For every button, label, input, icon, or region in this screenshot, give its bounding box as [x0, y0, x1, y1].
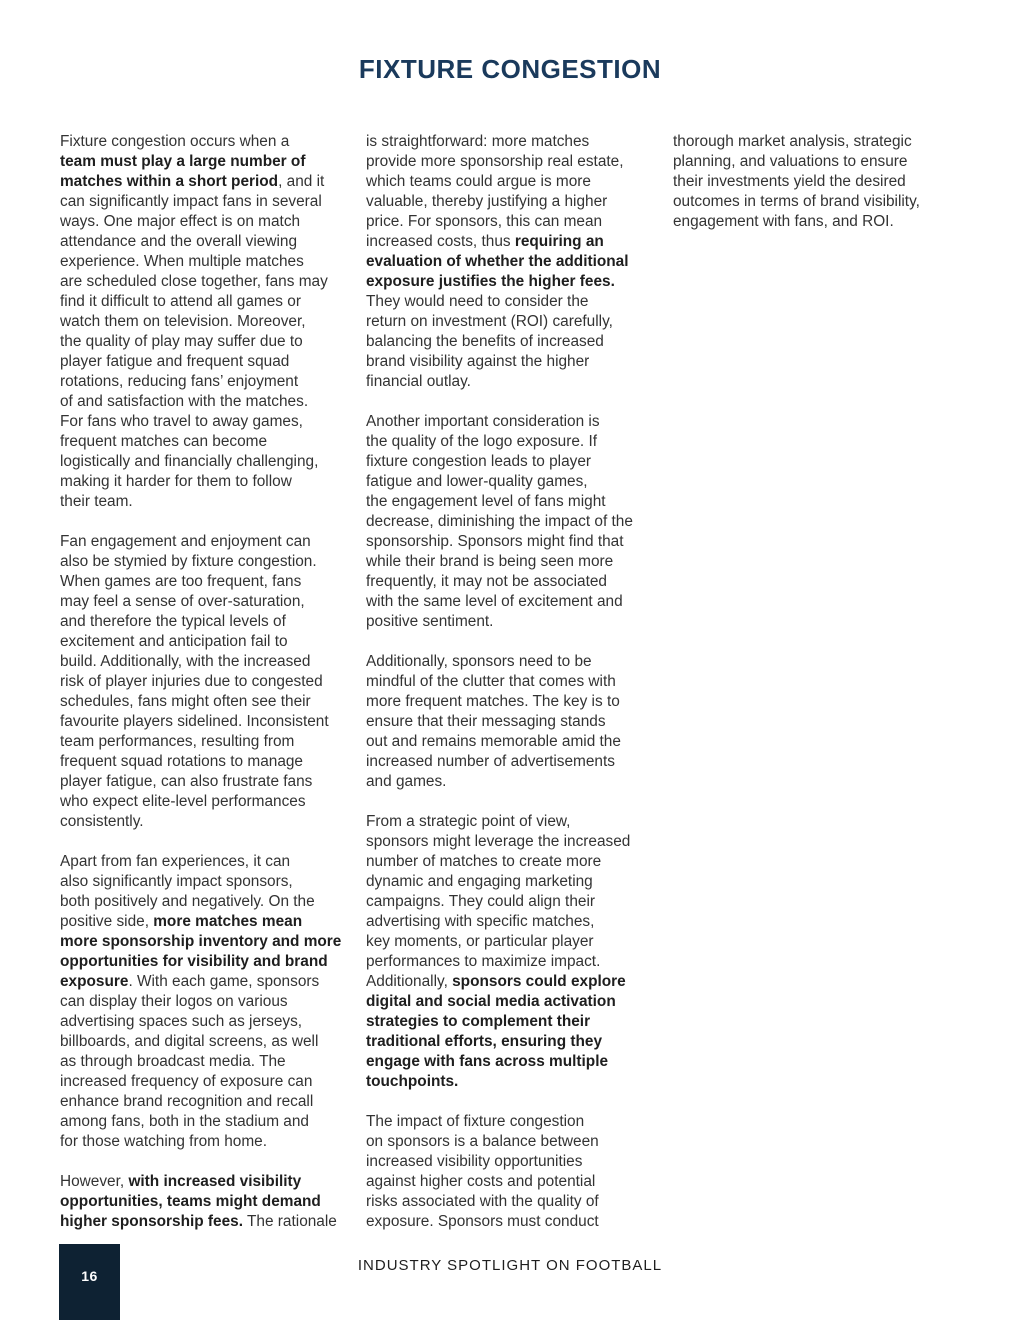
- paragraph-gap: [366, 1092, 660, 1112]
- text-run: as through broadcast media. The: [60, 1053, 286, 1070]
- bold-text-run: sponsors could explore: [452, 973, 626, 990]
- text-run: both positively and negatively. On the: [60, 893, 315, 910]
- bold-text-run: touchpoints.: [366, 1073, 459, 1090]
- text-line: [60, 172, 352, 192]
- text-run: dynamic and engaging marketing: [366, 873, 593, 890]
- text-line: [366, 612, 660, 632]
- text-run: decrease, diminishing the impact of the: [366, 513, 633, 530]
- text-line: [60, 952, 352, 972]
- text-run: campaigns. They could align their: [366, 893, 595, 910]
- text-run: which teams could argue is more: [366, 173, 591, 190]
- text-run: player fatigue and frequent squad: [60, 353, 290, 370]
- text-run: can display their logos on various: [60, 993, 288, 1010]
- text-line: [366, 1112, 660, 1132]
- paragraph-gap: [366, 632, 660, 652]
- text-run: increased costs, thus: [366, 233, 515, 250]
- text-run: the engagement level of fans might: [366, 493, 606, 510]
- text-run: . With each game, sponsors: [128, 973, 320, 990]
- bold-text-run: higher sponsorship fees.: [60, 1213, 244, 1230]
- text-run: their team.: [60, 493, 133, 510]
- text-line: [60, 1012, 352, 1032]
- text-line: [60, 612, 352, 632]
- bold-text-run: opportunities, teams might demand: [60, 1193, 321, 1210]
- text-run: balancing the benefits of increased: [366, 333, 604, 350]
- text-run: risks associated with the quality of: [366, 1193, 599, 1210]
- text-line: [673, 132, 963, 152]
- text-run: with the same level of excitement and: [366, 593, 623, 610]
- text-line: [366, 1212, 660, 1232]
- text-line: [366, 292, 660, 312]
- text-line: [60, 232, 352, 252]
- text-line: [60, 592, 352, 612]
- text-line: [60, 272, 352, 292]
- text-run: among fans, both in the stadium and: [60, 1113, 309, 1130]
- text-line: [60, 992, 352, 1012]
- text-line: [366, 692, 660, 712]
- text-line: [60, 732, 352, 752]
- text-line: [366, 212, 660, 232]
- text-line: [366, 912, 660, 932]
- text-line: [366, 1192, 660, 1212]
- text-run: find it difficult to attend all games or: [60, 293, 301, 310]
- paragraph-gap: [366, 392, 660, 412]
- text-line: [366, 932, 660, 952]
- text-run: valuable, thereby justifying a higher: [366, 193, 608, 210]
- text-line: [60, 892, 352, 912]
- text-line: [60, 132, 352, 152]
- text-run: frequent matches can become: [60, 433, 268, 450]
- text-line: [60, 332, 352, 352]
- text-column-3: [673, 132, 963, 232]
- text-run: making it harder for them to follow: [60, 473, 292, 490]
- text-run: team performances, resulting from: [60, 733, 295, 750]
- text-line: [60, 252, 352, 272]
- text-line: [60, 772, 352, 792]
- text-run: risk of player injuries due to congested: [60, 673, 323, 690]
- text-line: [60, 472, 352, 492]
- text-line: [60, 572, 352, 592]
- text-line: [60, 1212, 352, 1232]
- text-line: [366, 1052, 660, 1072]
- text-line: [366, 852, 660, 872]
- text-run: their investments yield the desired: [673, 173, 906, 190]
- text-run: outcomes in terms of brand visibility,: [673, 193, 920, 210]
- paragraph-gap: [60, 1152, 352, 1172]
- page-number: 16: [81, 1268, 98, 1284]
- text-line: [673, 172, 963, 192]
- text-line: [366, 972, 660, 992]
- text-run: sponsorship. Sponsors might find that: [366, 533, 624, 550]
- text-run: When games are too frequent, fans: [60, 573, 302, 590]
- text-run: ensure that their messaging stands: [366, 713, 606, 730]
- text-run: rotations, reducing fans’ enjoyment: [60, 373, 299, 390]
- text-line: [60, 1092, 352, 1112]
- text-line: [60, 1112, 352, 1132]
- text-run: number of matches to create more: [366, 853, 602, 870]
- text-line: [60, 1032, 352, 1052]
- text-line: [366, 732, 660, 752]
- text-run: Fixture congestion occurs when a: [60, 133, 290, 150]
- text-run: schedules, fans might often see their: [60, 693, 311, 710]
- text-line: [60, 412, 352, 432]
- text-run: frequent squad rotations to manage: [60, 753, 303, 770]
- text-line: [366, 532, 660, 552]
- text-line: [60, 912, 352, 932]
- text-line: [60, 812, 352, 832]
- text-run: more frequent matches. The key is to: [366, 693, 620, 710]
- text-run: against higher costs and potential: [366, 1173, 596, 1190]
- text-run: and games.: [366, 773, 447, 790]
- text-run: on sponsors is a balance between: [366, 1133, 599, 1150]
- text-line: [366, 172, 660, 192]
- bold-text-run: opportunities for visibility and brand: [60, 953, 328, 970]
- text-run: planning, and valuations to ensure: [673, 153, 908, 170]
- text-line: [60, 292, 352, 312]
- text-line: [366, 1012, 660, 1032]
- text-line: [60, 932, 352, 952]
- text-line: [366, 652, 660, 672]
- text-line: [366, 412, 660, 432]
- text-line: [366, 892, 660, 912]
- paragraph-gap: [60, 832, 352, 852]
- text-run: engagement with fans, and ROI.: [673, 213, 894, 230]
- text-line: [366, 952, 660, 972]
- text-line: [366, 1152, 660, 1172]
- text-line: [673, 152, 963, 172]
- text-run: brand visibility against the higher: [366, 353, 590, 370]
- text-line: [366, 992, 660, 1012]
- text-line: [60, 1172, 352, 1192]
- text-line: [366, 192, 660, 212]
- text-line: [60, 652, 352, 672]
- text-line: [366, 312, 660, 332]
- text-run: Another important consideration is: [366, 413, 600, 430]
- text-run: logistically and financially challenging,: [60, 453, 319, 470]
- text-line: [366, 672, 660, 692]
- text-run: They would need to consider the: [366, 293, 589, 310]
- text-run: ways. One major effect is on match: [60, 213, 301, 230]
- text-line: [366, 272, 660, 292]
- text-run: and therefore the typical levels of: [60, 613, 286, 630]
- text-line: [60, 792, 352, 812]
- text-run: billboards, and digital screens, as well: [60, 1033, 319, 1050]
- text-line: [60, 692, 352, 712]
- text-run: However,: [60, 1173, 129, 1190]
- text-run: , and it: [278, 173, 325, 190]
- text-run: enhance brand recognition and recall: [60, 1093, 314, 1110]
- text-line: [673, 192, 963, 212]
- text-run: is straightforward: more matches: [366, 133, 590, 150]
- text-run: increased number of advertisements: [366, 753, 615, 770]
- bold-text-run: digital and social media activation: [366, 993, 616, 1010]
- text-run: provide more sponsorship real estate,: [366, 153, 624, 170]
- text-run: consistently.: [60, 813, 144, 830]
- text-run: The rationale: [243, 1213, 337, 1230]
- text-line: [366, 832, 660, 852]
- text-line: [366, 152, 660, 172]
- footer-publication-title: INDUSTRY SPOTLIGHT ON FOOTBALL: [357, 1257, 663, 1274]
- text-line: [60, 532, 352, 552]
- text-run: watch them on television. Moreover,: [60, 313, 306, 330]
- text-line: [366, 872, 660, 892]
- text-line: [366, 1172, 660, 1192]
- text-run: build. Additionally, with the increased: [60, 653, 311, 670]
- text-line: [60, 972, 352, 992]
- text-line: [366, 352, 660, 372]
- bold-text-run: exposure justifies the higher fees.: [366, 273, 615, 290]
- page-number-badge: [59, 1244, 120, 1320]
- text-line: [60, 372, 352, 392]
- text-line: [366, 132, 660, 152]
- text-run: The impact of fixture congestion: [366, 1113, 585, 1130]
- text-line: [60, 152, 352, 172]
- text-line: [60, 632, 352, 652]
- text-run: increased frequency of exposure can: [60, 1073, 313, 1090]
- text-run: fixture congestion leads to player: [366, 453, 592, 470]
- text-line: [366, 492, 660, 512]
- text-run: the quality of the logo exposure. If: [366, 433, 598, 450]
- text-run: performances to maximize impact.: [366, 953, 601, 970]
- text-run: advertising with specific matches,: [366, 913, 595, 930]
- text-run: attendance and the overall viewing: [60, 233, 298, 250]
- bold-text-run: traditional efforts, ensuring they: [366, 1033, 603, 1050]
- bold-text-run: with increased visibility: [128, 1173, 302, 1190]
- text-line: [673, 212, 963, 232]
- text-run: positive sentiment.: [366, 613, 494, 630]
- text-run: favourite players sidelined. Inconsistent: [60, 713, 329, 730]
- text-column-2: [366, 132, 660, 1232]
- text-run: mindful of the clutter that comes with: [366, 673, 616, 690]
- bold-text-run: strategies to complement their: [366, 1013, 591, 1030]
- text-line: [60, 552, 352, 572]
- text-line: [366, 1132, 660, 1152]
- text-run: return on investment (ROI) carefully,: [366, 313, 613, 330]
- text-run: may feel a sense of over-saturation,: [60, 593, 305, 610]
- text-run: price. For sponsors, this can mean: [366, 213, 603, 230]
- text-run: From a strategic point of view,: [366, 813, 571, 830]
- text-line: [60, 192, 352, 212]
- text-run: also significantly impact sponsors,: [60, 873, 293, 890]
- text-run: exposure. Sponsors must conduct: [366, 1213, 599, 1230]
- text-line: [60, 1192, 352, 1212]
- text-line: [60, 312, 352, 332]
- text-run: who expect elite-level performances: [60, 793, 306, 810]
- text-run: can significantly impact fans in several: [60, 193, 322, 210]
- text-run: key moments, or particular player: [366, 933, 594, 950]
- bold-text-run: exposure: [60, 973, 129, 990]
- text-column-1: [60, 132, 352, 1232]
- text-run: Additionally,: [366, 973, 453, 990]
- text-line: [60, 1072, 352, 1092]
- bold-text-run: requiring an: [514, 233, 604, 250]
- text-run: increased visibility opportunities: [366, 1153, 583, 1170]
- text-run: of and satisfaction with the matches.: [60, 393, 309, 410]
- page-title: FIXTURE CONGESTION: [358, 54, 662, 84]
- text-line: [60, 1052, 352, 1072]
- text-run: thorough market analysis, strategic: [673, 133, 912, 150]
- text-line: [366, 332, 660, 352]
- text-run: experience. When multiple matches: [60, 253, 304, 270]
- bold-text-run: engage with fans across multiple: [366, 1053, 609, 1070]
- text-run: while their brand is being seen more: [366, 553, 614, 570]
- text-line: [60, 392, 352, 412]
- text-run: Fan engagement and enjoyment can: [60, 533, 311, 550]
- text-run: out and remains memorable amid the: [366, 733, 621, 750]
- text-line: [366, 592, 660, 612]
- text-line: [366, 432, 660, 452]
- text-line: [60, 712, 352, 732]
- text-run: Additionally, sponsors need to be: [366, 653, 592, 670]
- text-line: [366, 772, 660, 792]
- text-run: the quality of play may suffer due to: [60, 333, 303, 350]
- text-run: sponsors might leverage the increased: [366, 833, 631, 850]
- bold-text-run: more sponsorship inventory and more: [60, 933, 342, 950]
- text-line: [366, 512, 660, 532]
- text-line: [366, 372, 660, 392]
- text-line: [366, 472, 660, 492]
- text-run: excitement and anticipation fail to: [60, 633, 288, 650]
- text-run: frequently, it may not be associated: [366, 573, 607, 590]
- text-line: [366, 232, 660, 252]
- text-run: For fans who travel to away games,: [60, 413, 303, 430]
- text-run: positive side,: [60, 913, 154, 930]
- text-run: financial outlay.: [366, 373, 471, 390]
- text-line: [60, 1132, 352, 1152]
- text-line: [366, 752, 660, 772]
- text-line: [60, 352, 352, 372]
- text-line: [60, 212, 352, 232]
- text-line: [366, 812, 660, 832]
- text-line: [60, 452, 352, 472]
- text-run: player fatigue, can also frustrate fans: [60, 773, 313, 790]
- text-line: [366, 452, 660, 472]
- text-line: [366, 552, 660, 572]
- text-line: [60, 432, 352, 452]
- text-line: [60, 752, 352, 772]
- text-line: [366, 572, 660, 592]
- text-line: [60, 852, 352, 872]
- text-run: also be stymied by fixture congestion.: [60, 553, 317, 570]
- paragraph-gap: [366, 792, 660, 812]
- bold-text-run: more matches mean: [153, 913, 303, 930]
- bold-text-run: team must play a large number of: [60, 153, 306, 170]
- text-line: [366, 1032, 660, 1052]
- text-line: [366, 1072, 660, 1092]
- text-line: [60, 672, 352, 692]
- paragraph-gap: [60, 512, 352, 532]
- text-run: fatigue and lower-quality games,: [366, 473, 588, 490]
- text-line: [366, 712, 660, 732]
- bold-text-run: evaluation of whether the additional: [366, 253, 629, 270]
- bold-text-run: matches within a short period: [60, 173, 279, 190]
- text-line: [60, 492, 352, 512]
- text-run: advertising spaces such as jerseys,: [60, 1013, 303, 1030]
- text-run: are scheduled close together, fans may: [60, 273, 328, 290]
- text-line: [60, 872, 352, 892]
- text-run: Apart from fan experiences, it can: [60, 853, 291, 870]
- text-run: for those watching from home.: [60, 1133, 268, 1150]
- text-line: [366, 252, 660, 272]
